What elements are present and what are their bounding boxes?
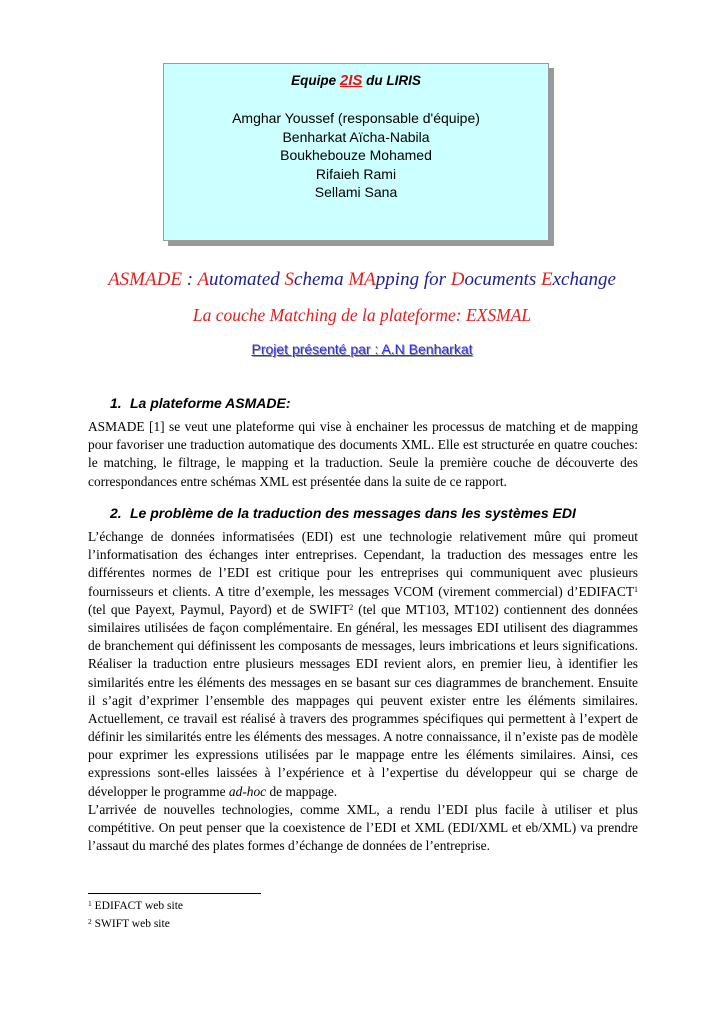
title-part: S: [284, 269, 295, 290]
paragraph-line: il s’agit d’exprimer l’ensemble des mappages qui peuvent exister entre les éléments similaires.: [88, 692, 638, 708]
team-member: Sellami Sana: [314, 184, 398, 200]
paragraph-line: différentes normes de l’EDI est critique pour les entreprises qui communiquent avec plusieurs: [88, 565, 638, 581]
paragraph-line: pour exprimer les expressions utilisées par le mappage entre les éléments similaires. Ainsi, ces: [88, 747, 638, 763]
section-1-number: 1.: [110, 395, 122, 411]
paragraph-line: l’informatisation des échanges inter entreprises. Cependant, la traduction des messages entre les: [88, 547, 638, 563]
title-part: ocuments: [464, 269, 541, 290]
line-text: fournisseurs et clients. A titre d’exemple, les messages VCOM (virement commercial) d’EDIFACT: [88, 583, 634, 599]
footnote-mark: 1: [88, 899, 92, 908]
title-part: chema: [294, 269, 349, 290]
document-subtitle: La couche Matching de la plateforme: EXSMAL: [192, 305, 532, 325]
section-2-paragraph: [88, 528, 638, 855]
line-text: (tel que Payext, Paymul, Payord) et de SWIFT: [88, 601, 350, 617]
section-1-title: La plateforme ASMADE:: [130, 395, 291, 411]
title-part: pping for: [375, 269, 451, 290]
paragraph-line: ASMADE [1] se veut une plateforme qui vise à enchainer les processus de matching et de mapping: [88, 419, 638, 434]
team-name-2is: 2IS: [339, 72, 363, 89]
title-part: utomated: [209, 269, 285, 290]
title-part: ASMADE: [108, 269, 182, 290]
paragraph-line: compétitive. On peut penser que la coexistence de l’EDI et XML (EDI/XML et eb/XML) va prendre: [88, 820, 638, 835]
footnote-divider: [88, 893, 261, 894]
team-box: [163, 63, 549, 241]
paragraph-line: définir les similarités entre les éléments des messages. A notre connaissance, il n’existe pas de modèle: [88, 729, 638, 745]
section-1-heading: [110, 395, 291, 411]
paragraph-line: [88, 783, 638, 801]
paragraph-line: [88, 583, 638, 601]
line-text: de mappage.: [266, 783, 338, 799]
footnote-text: EDIFACT web site: [91, 900, 183, 912]
section-2-title: Le problème de la traduction des messages dans les systèmes EDI: [130, 505, 576, 521]
footnote-ref-1[interactable]: 1: [634, 584, 638, 594]
title-part: xchange: [552, 269, 616, 290]
team-title-prefix: Equipe: [291, 73, 340, 88]
line-text: développer le programme: [88, 783, 229, 799]
emphasis-text: ad-hoc: [228, 783, 267, 799]
title-part: :: [181, 269, 198, 290]
team-member: Rifaieh Rami: [315, 165, 397, 182]
document-title: [0, 269, 724, 291]
footnote-ref-2[interactable]: 2: [349, 602, 354, 612]
paragraph-line: l’assaut du marché des plates formes d’échange de données de l’entreprise.: [88, 838, 490, 854]
section-2-number: 2.: [110, 505, 122, 521]
section-1-paragraph: [88, 418, 638, 491]
title-part: D: [450, 269, 465, 290]
paragraph-line: expressions sont-elles laissées à l’expérience et à l’expertise du développeur qui se charge de: [88, 765, 638, 781]
footnote-text: SWIFT web site: [91, 918, 170, 930]
team-member: Benharkat Aïcha-Nabila: [282, 128, 430, 145]
paragraph-line: L’arrivée de nouvelles technologies, comme XML, a rendu l’EDI plus facile à utiliser et plus: [88, 801, 638, 817]
title-part: MA: [348, 269, 376, 290]
paragraph-line: Actuellement, ce travail est réalisé à travers des programmes spécifiques qui permettent à l’expert de: [88, 710, 638, 726]
team-member: Boukhebouze Mohamed: [280, 147, 432, 163]
paragraph-line: correspondances entre schémas XML est présentée dans la suite de ce rapport.: [88, 473, 507, 489]
title-part: A: [197, 269, 210, 290]
footnote-2: [88, 918, 170, 930]
team-title-suffix: du LIRIS: [362, 73, 421, 88]
footnote-mark: 2: [88, 917, 92, 926]
paragraph-line: L’échange de données informatisées (EDI) est une technologie relativement mûre qui promeut: [88, 529, 638, 544]
paragraph-line: similaires utilisées de façon complémentaire. En général, les messages EDI utilisent des diagrammes: [88, 619, 638, 635]
paragraph-line: Réaliser la traduction entre plusieurs messages EDI revient alors, en premier lieu, à identifier les: [88, 656, 638, 672]
section-2-heading: [110, 505, 576, 521]
team-member: Amghar Youssef (responsable d'équipe): [232, 110, 480, 126]
paragraph-line: [88, 601, 638, 619]
presented-by: Projet présenté par : A.N Benharkat: [251, 341, 473, 357]
paragraph-line: pour favoriser une traduction automatique des documents XML. Elle est structurée en quatre couches:: [88, 437, 638, 453]
footnote-1: [88, 900, 183, 912]
paragraph-line: le matching, le filtrage, le mapping et la traduction. Seule la première couche de découverte des: [88, 455, 638, 471]
team-title: [164, 72, 548, 89]
title-part: E: [541, 269, 553, 290]
line-text: (tel que MT103, MT102) contiennent des données: [353, 601, 638, 617]
paragraph-line: de branchement qui définissent les composants de messages, leurs imbrications et leurs significations.: [88, 638, 638, 654]
paragraph-line: similarités entre les éléments des messages en se basant sur ces diagrammes de branchement. Ensuite: [88, 674, 638, 690]
team-members-list: [164, 109, 548, 202]
